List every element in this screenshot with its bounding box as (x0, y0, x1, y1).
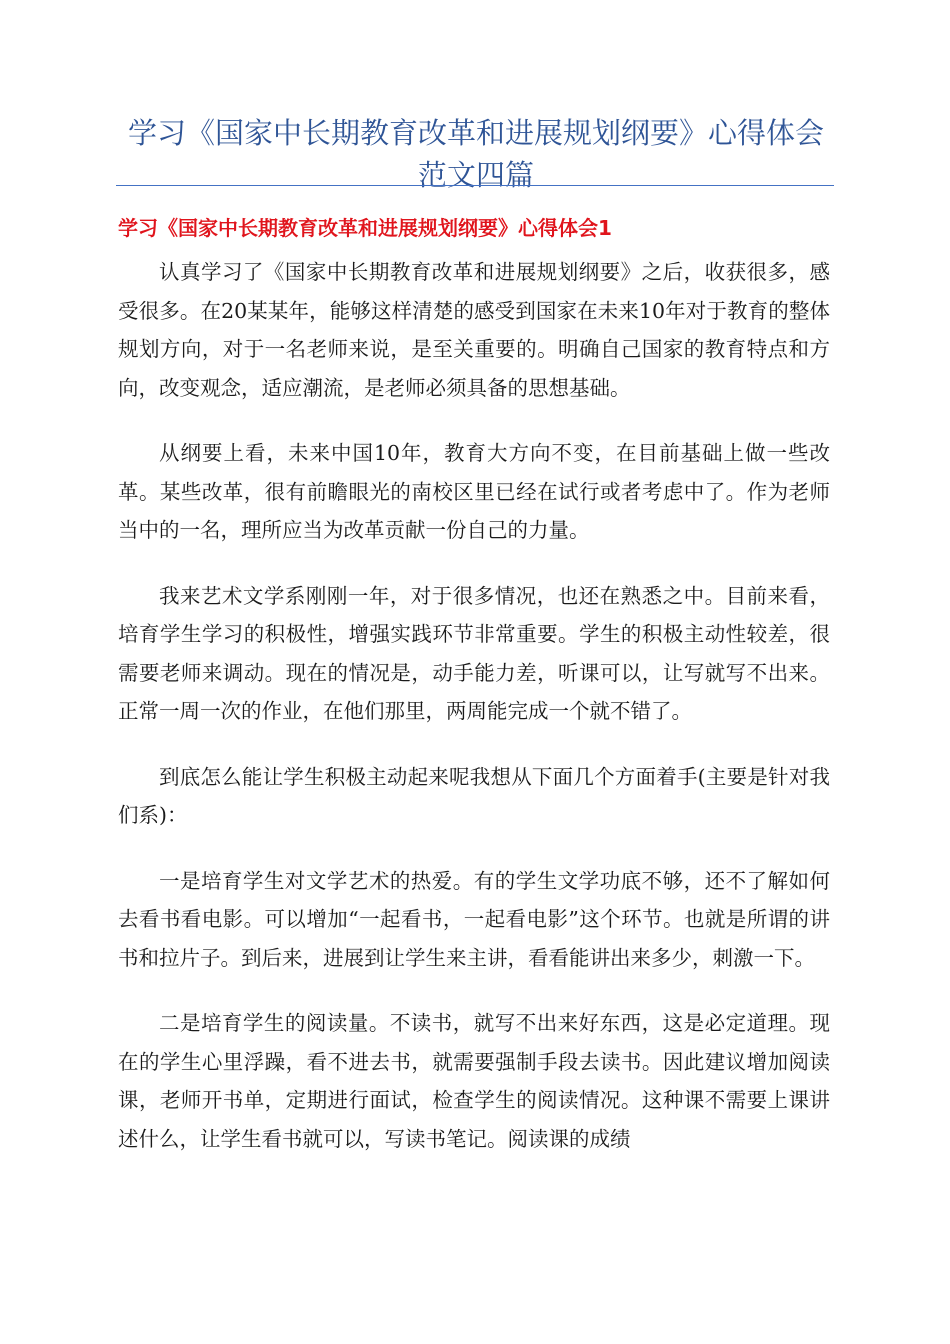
paragraph: 从纲要上看，未来中国10年，教育大方向不变，在目前基础上做一些改革。某些改革，很有前瞻眼光的南校区里已经在试行或者考虑中了。作为老师当中的一名，理所应当为改革贡献一份自己的力量。 (118, 441, 830, 542)
document-body (118, 253, 830, 1185)
paragraph: 我来艺术文学系刚刚一年，对于很多情况，也还在熟悉之中。目前来看，培育学生学习的积极性，增强实践环节非常重要。学生的积极主动性较差，很需要老师来调动。现在的情况是，动手能力差，听课可以，让写就写不出来。正常一周一次的作业，在他们那里，两周能完成一个就不错了。 (118, 583, 830, 723)
paragraph: 认真学习了《国家中长期教育改革和进展规划纲要》之后，收获很多，感受很多。在20某某年，能够这样清楚的感受到国家在未来10年对于教育的整体规划方向，对于一名老师来说，是至关重要的。明确自己国家的教育特点和方向，改变观念，适应潮流，是老师必须具备的思想基础。 (118, 260, 830, 400)
paragraph: 二是培育学生的阅读量。不读书，就写不出来好东西，这是必定道理。现在的学生心里浮躁，看不进去书，就需要强制手段去读书。因此建议增加阅读课，老师开书单，定期进行面试，检查学生的阅读情况。这种课不需要上课讲述什么，让学生看书就可以，写读书笔记。阅读课的成绩 (118, 1011, 830, 1151)
paragraph: 一是培育学生对文学艺术的热爱。有的学生文学功底不够，还不了解如何去看书看电影。可以增加“一起看书，一起看电影”这个环节。也就是所谓的讲书和拉片子。到后来，进展到让学生来主讲，看看能讲出来多少，刺激一下。 (118, 868, 830, 970)
title-underline-divider (116, 185, 834, 186)
paragraph: 到底怎么能让学生积极主动起来呢我想从下面几个方面着手(主要是针对我们系)： (118, 764, 830, 827)
section-heading: 学习《国家中长期教育改革和进展规划纲要》心得体会1 (118, 216, 612, 240)
document-title: 学习《国家中长期教育改革和进展规划纲要》心得体会范文四篇 (127, 116, 824, 192)
